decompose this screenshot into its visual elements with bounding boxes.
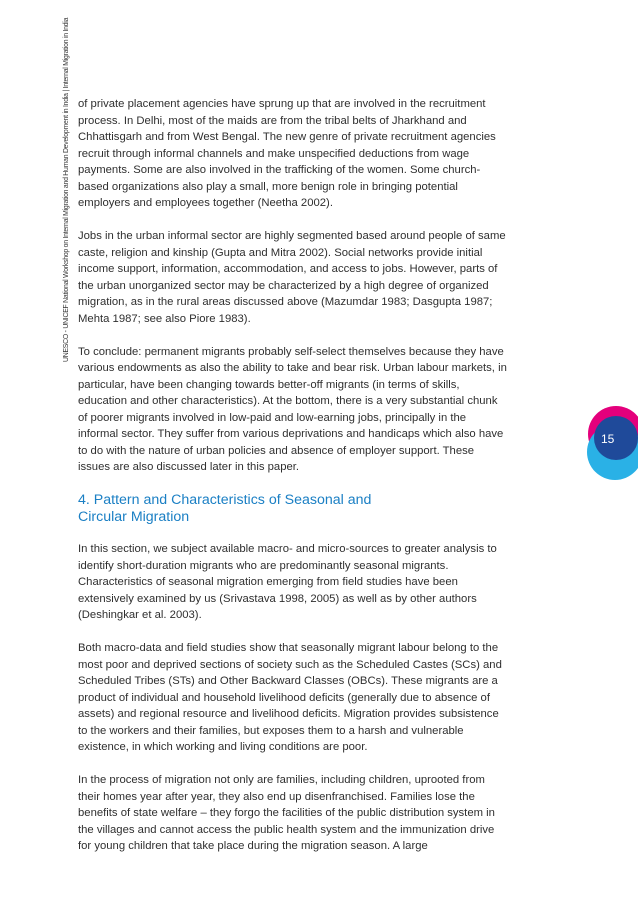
running-header — [59, 17, 71, 362]
paragraph: To conclude: permanent migrants probably self-select themselves because they have various endowments as also the ability to take and bear risk. Urban labour markets, in particular, have been changing towards better-off migrants (in terms of skills, education and other characteristics). At the bottom, there is a very substantial chunk of poorer migrants involved in low-paid and low-earning jobs, principally in the informal sector. They suffer from various deprivations and handicaps which also have to do with the nature of urban policies and absence of employer support. These issues are also discussed later in this paper. — [78, 345, 507, 473]
paragraph: In the process of migration not only are families, including children, uprooted from their homes year after year, they also end up disenfranchised. Families lose the benefits of state welfare – they forgo the facilities of the public distribution system in the villages and cannot access the public health system and the immunization drive for young children that take place during the migration season. A large — [78, 774, 495, 852]
section-heading — [78, 492, 508, 525]
main-text — [78, 96, 508, 871]
page-number-badge — [582, 404, 638, 494]
running-header-text: UNESCO - UNICEF National Workshop on Internal Migration and Human Development in India | Internal Migration in India — [63, 17, 70, 362]
page-number: 15 — [601, 432, 615, 446]
paragraph: Jobs in the urban informal sector are highly segmented based around people of same caste, religion and kinship (Gupta and Mitra 2002). Social networks provide initial income support, information, accommodation, and access to jobs. However, parts of the urban unorganized sector may be characterized by a high degree of organized migration, as in the rural areas discussed above (Mazumdar 1983; Dasgupta 1987; Mehta 1987; see also Piore 1983). — [78, 230, 506, 325]
section-heading-line: 4. Pattern and Characteristics of Seasonal and — [78, 492, 372, 508]
paragraph: of private placement agencies have sprung up that are involved in the recruitment process. In Delhi, most of the maids are from the tribal belts of Jharkhand and Chhattisgarh and from West Bengal. The new genre of private recruitment agencies recruit through informal channels and make unspecified deductions from wage payments. Some are also involved in the trafficking of the women. Some church-based organizations also play a small, more benign role in bringing potential employers and employees together (Neetha 2002). — [78, 98, 496, 209]
section-heading-line: Circular Migration — [78, 508, 190, 525]
paragraph: In this section, we subject available macro- and micro-sources to greater analysis to identify short-duration migrants who are predominantly seasonal migrants. Characteristics of seasonal migration emerging from field studies have been extensively examined by us (Srivastava 1998, 2005) as well as by other authors (Deshingkar et al. 2003). — [78, 543, 497, 621]
paragraph: Both macro-data and field studies show that seasonally migrant labour belong to the most poor and deprived sections of society such as the Scheduled Castes (SCs) and Scheduled Tribes (STs) and Other Backward Classes (OBCs). These migrants are a product of individual and household livelihood deficits (generally due to absence of assets) and regional resource and livelihood deficits. Migration provides subsistence to the workers and their families, but exposes them to a harsh and vulnerable existence, in which working and living conditions are poor. — [78, 642, 502, 753]
